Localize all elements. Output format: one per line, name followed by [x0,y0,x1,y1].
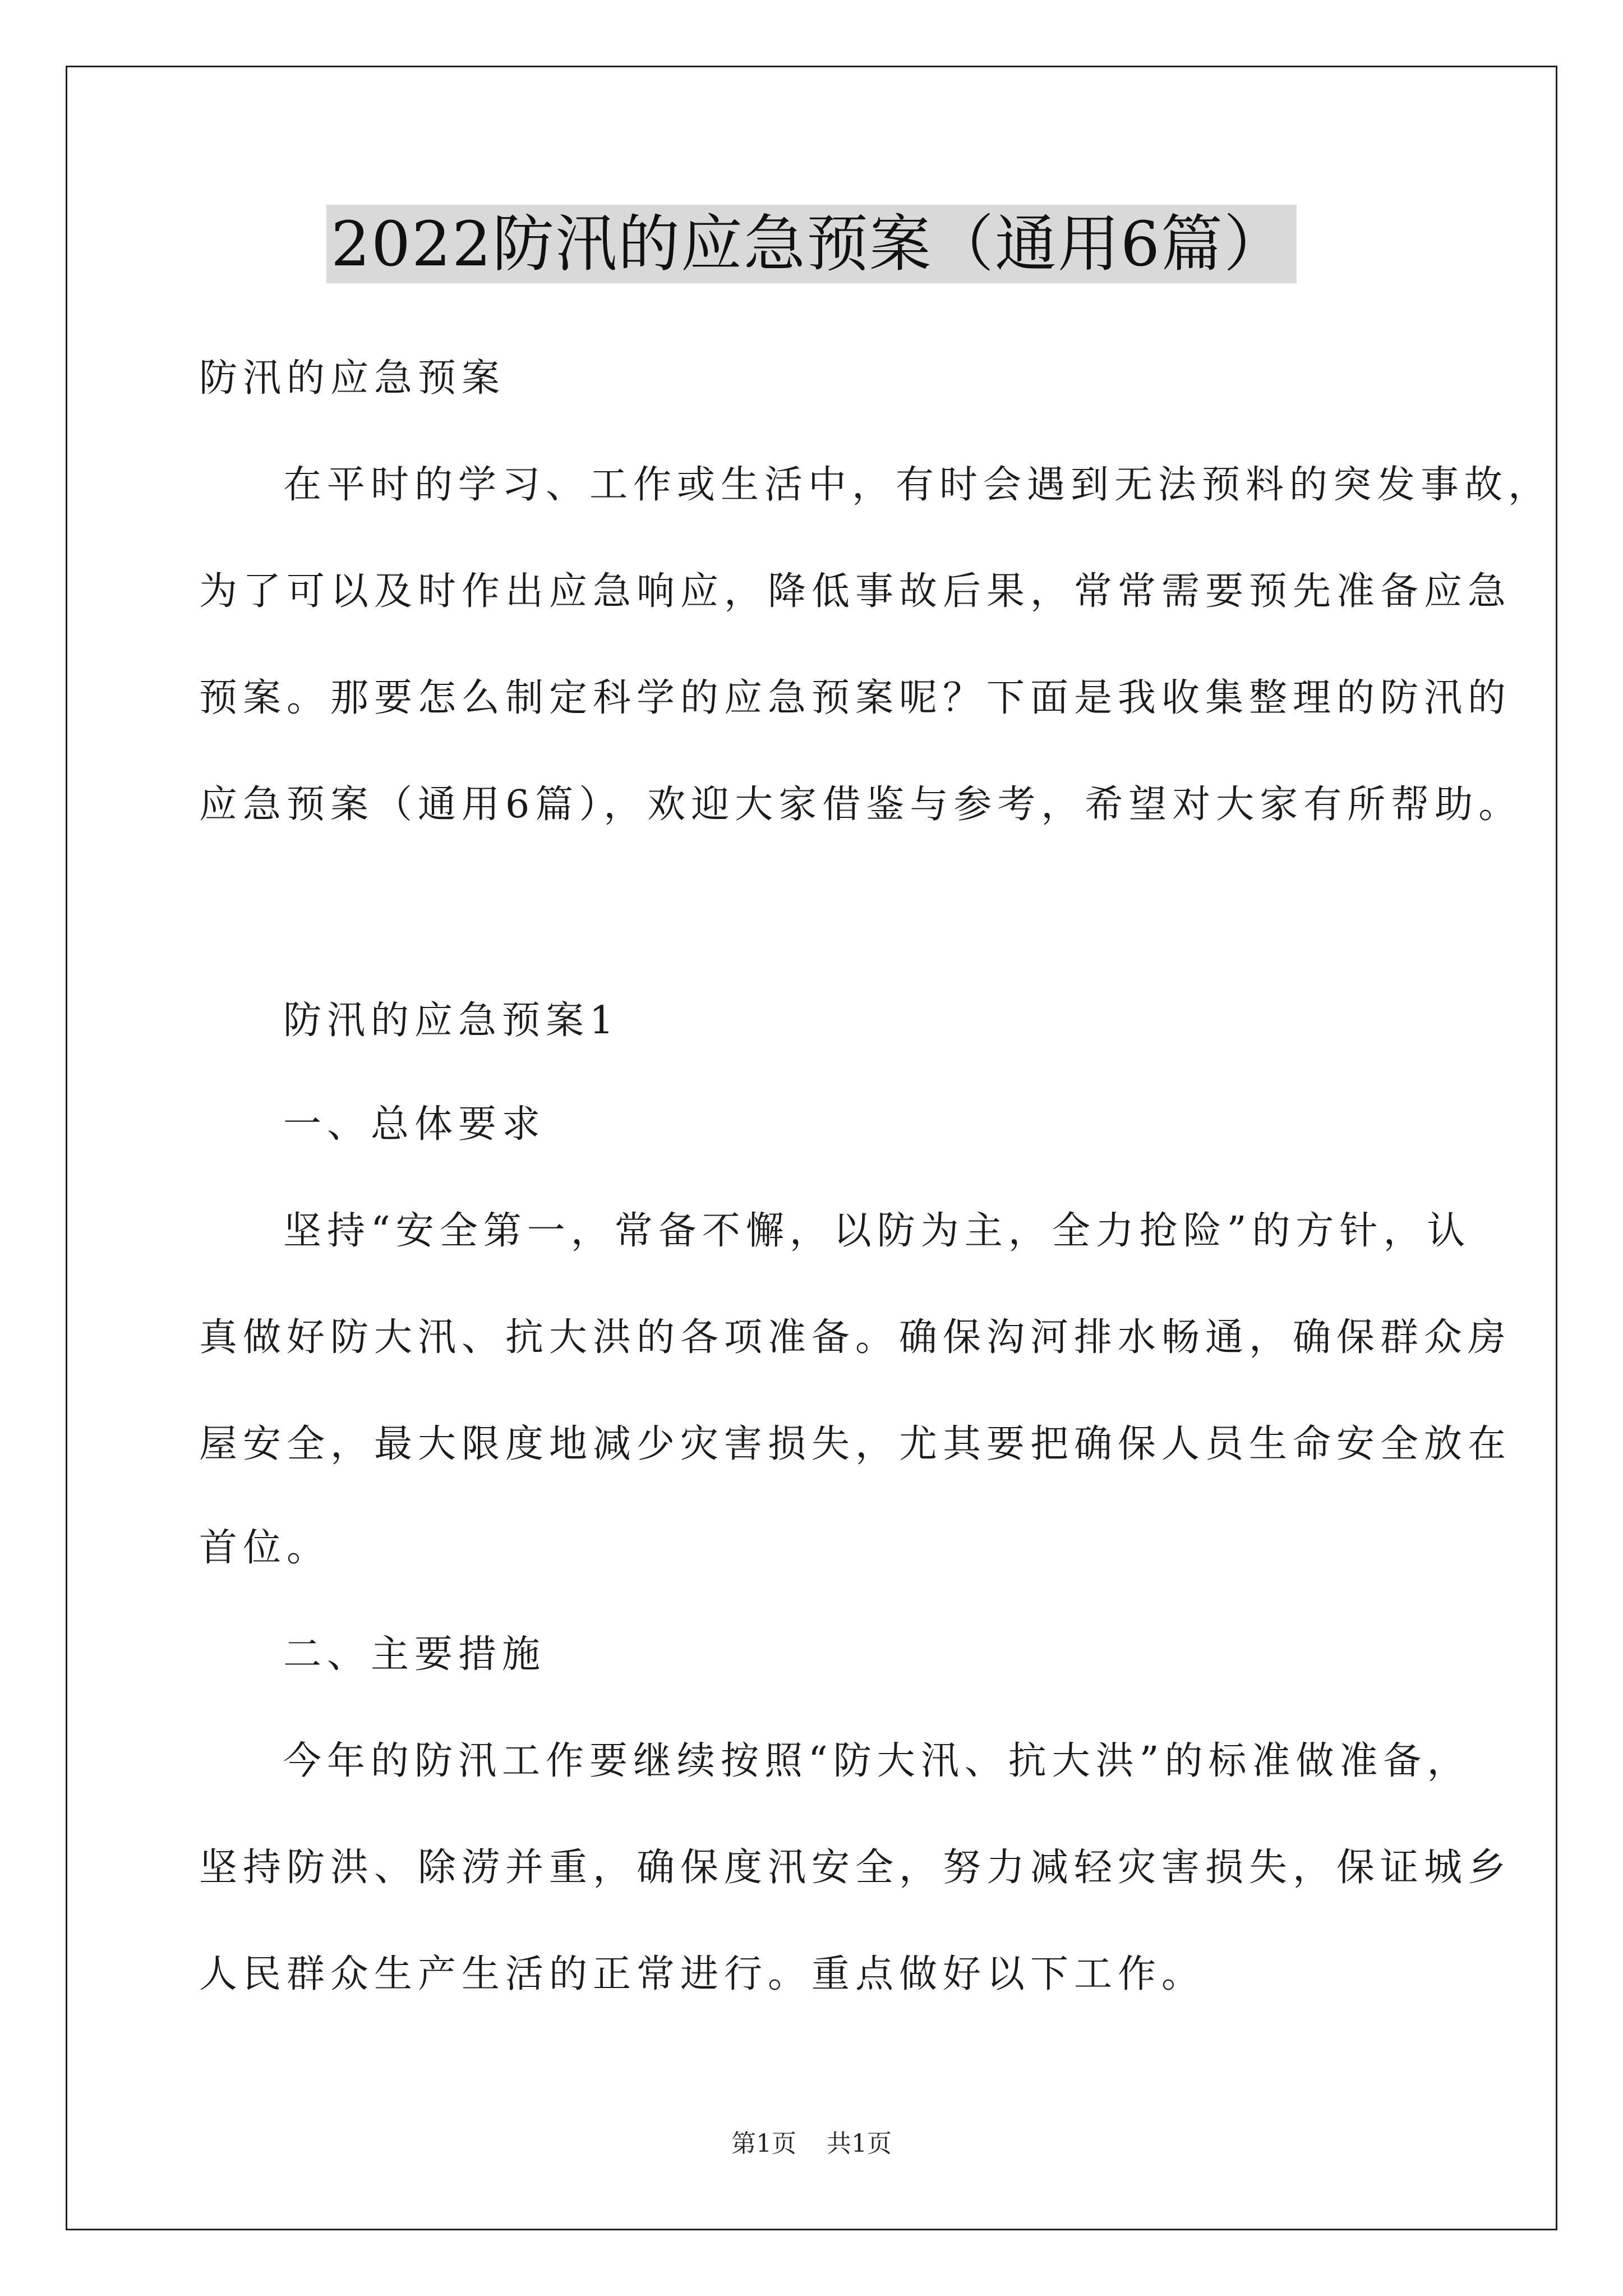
paragraph-line: 应急预案（通用6篇），欢迎大家借鉴与参考，希望对大家有所帮助。 [199,783,1523,827]
subsection-heading: 一、总体要求 [283,1102,546,1147]
subsection-heading: 二、主要措施 [283,1632,546,1677]
paragraph-line: 为了可以及时作出应急响应，降低事故后果，常常需要预先准备应急 [199,569,1512,614]
paragraph-line: 在平时的学习、工作或生活中，有时会遇到无法预料的突发事故， [283,463,1552,507]
title-container [0,205,1623,283]
paragraph-line: 坚持防洪、除涝并重，确保度汛安全，努力减轻灾害损失，保证城乡 [199,1846,1512,1890]
paragraph-line: 屋安全，最大限度地减少灾害损失，尤其要把确保人员生命安全放在 [199,1422,1512,1466]
page-number: 第1页 共1页 [731,2129,892,2158]
paragraph-line: 真做好防大汛、抗大洪的各项准备。确保沟河排水畅通，确保群众房 [199,1315,1512,1360]
subsection-heading: 防汛的应急预案1 [283,999,620,1043]
paragraph-line: 人民群众生产生活的正常进行。重点做好以下工作。 [199,1952,1206,1996]
paragraph-line: 预案。那要怎么制定科学的应急预案呢？下面是我收集整理的防汛的 [199,676,1512,720]
section-heading: 防汛的应急预案 [199,356,506,401]
document-title: 2022防汛的应急预案（通用6篇） [326,205,1297,283]
paragraph-line: 今年的防汛工作要继续按照“防大汛、抗大洪”的标准做准备， [283,1739,1471,1783]
paragraph-line: 首位。 [199,1526,331,1570]
paragraph-line: 坚持“安全第一，常备不懈，以防为主，全力抢险”的方针，认 [283,1209,1471,1253]
